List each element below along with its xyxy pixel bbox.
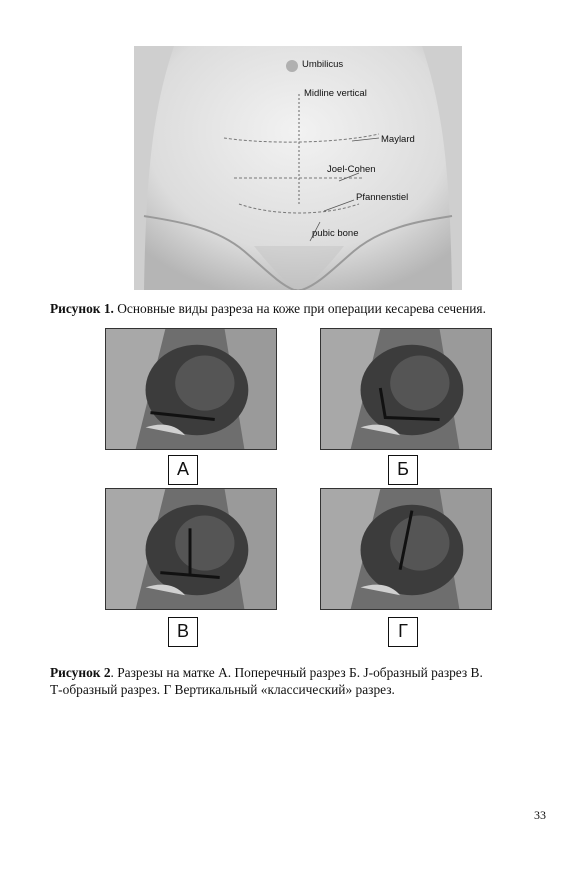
panel-letter-g: Г xyxy=(388,617,418,647)
photo-panel-a xyxy=(105,328,277,450)
photo-panel-b xyxy=(320,328,492,450)
figure1-abdomen-diagram xyxy=(134,46,462,290)
label-pubic-bone: pubic bone xyxy=(312,228,359,239)
label-pfannenstiel: Pfannenstiel xyxy=(356,192,409,203)
abdomen-illustration xyxy=(134,46,462,290)
photo-panel-g xyxy=(320,488,492,610)
photo-panel-v xyxy=(105,488,277,610)
page-number: 33 xyxy=(534,808,546,822)
figure2-caption: Рисунок 2. Разрезы на матке А. Поперечный разрез Б. J-образный разрез В. Т-образный разрез. Г Вертикальный «классический» разрез. xyxy=(50,665,483,697)
umbilicus-marker xyxy=(286,60,298,72)
label-maylard: Maylard xyxy=(381,134,415,145)
label-midline-vertical: Midline vertical xyxy=(304,88,367,99)
panel-letter-v: В xyxy=(168,617,198,647)
panel-letter-b: Б xyxy=(388,455,418,485)
label-joel-cohen: Joel-Cohen xyxy=(327,164,376,175)
label-umbilicus: Umbilicus xyxy=(302,59,344,70)
panel-letter-a: А xyxy=(168,455,198,485)
figure1-caption: Рисунок 1. Основные виды разреза на коже при операции кесарева сечения. xyxy=(50,301,486,316)
